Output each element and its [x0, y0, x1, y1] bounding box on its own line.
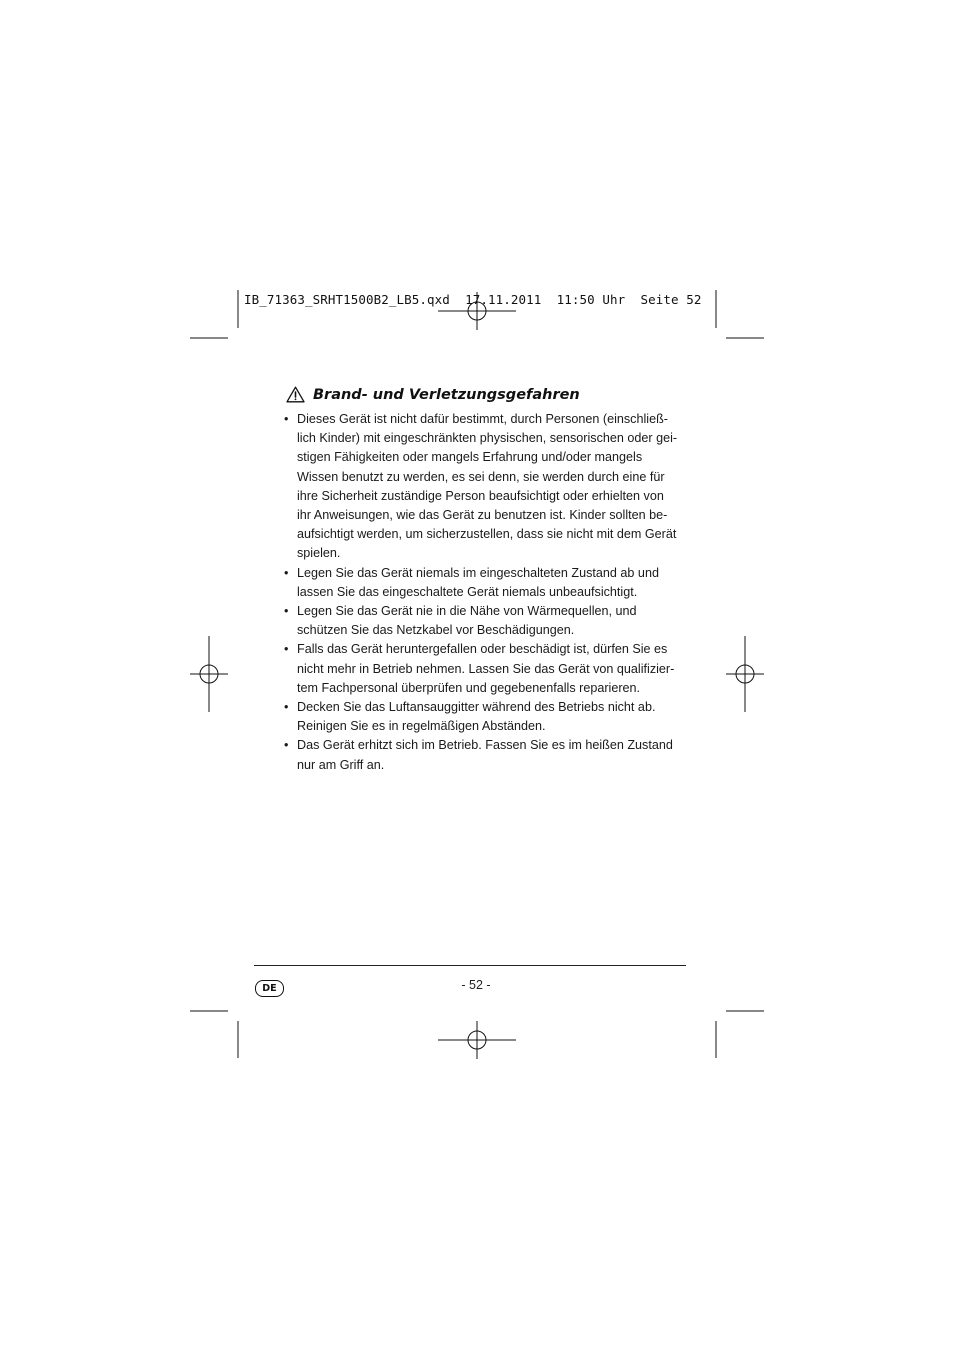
bullet-item [284, 602, 676, 640]
warning-triangle-icon [286, 386, 305, 403]
bullet-dot: • [284, 738, 289, 753]
registration-mark-left [190, 636, 228, 712]
bullet-line: schützen Sie das Netzkabel vor Beschädigungen. [297, 623, 575, 638]
bullet-line: lich Kinder) mit eingeschränkten physischen, sensorischen oder gei- [297, 431, 678, 446]
section-heading [286, 386, 580, 403]
bullet-item [284, 698, 676, 736]
bullet-line: aufsichtigt werden, um sicherzustellen, dass sie nicht mit dem Gerät [297, 527, 677, 542]
file-slug-line: IB_71363_SRHT1500B2_LB5.qxd 17.11.2011 11:50 Uhr Seite 52 [244, 292, 702, 307]
bullet-item [284, 410, 676, 564]
bullet-line: Reinigen Sie es in regelmäßigen Abständen. [297, 719, 546, 734]
bullet-line: lassen Sie das eingeschaltete Gerät niemals unbeaufsichtigt. [297, 584, 638, 599]
bullet-item [284, 640, 676, 698]
bullet-dot: • [284, 604, 289, 619]
bullet-line: Falls das Gerät heruntergefallen oder beschädigt ist, dürfen Sie es [297, 642, 668, 657]
bullet-line: Das Gerät erhitzt sich im Betrieb. Fassen Sie es im heißen Zustand [297, 738, 673, 753]
bullet-line: Dieses Gerät ist nicht dafür bestimmt, durch Personen (einschließ- [297, 412, 668, 426]
page-number: - 52 - [461, 978, 491, 992]
bullet-dot: • [284, 412, 289, 426]
bullet-dot: • [284, 565, 289, 580]
bullet-line: spielen. [297, 546, 341, 561]
registration-mark-right [726, 636, 764, 712]
bullet-line: Decken Sie das Luftansauggitter während des Betriebs nicht ab. [297, 700, 656, 715]
footer-divider [254, 965, 686, 966]
bullet-item [284, 736, 676, 774]
bullet-line: stigen Fähigkeiten oder mangels Erfahrung und/oder mangels [297, 450, 643, 465]
bullet-line: Legen Sie das Gerät nie in die Nähe von Wärmequellen, und [297, 604, 637, 619]
bullet-line: Legen Sie das Gerät niemals im eingeschalteten Zustand ab und [297, 565, 659, 580]
bullet-item [284, 564, 676, 602]
safety-bullet-list [284, 410, 676, 775]
registration-mark-bottom [438, 1021, 516, 1059]
section-title: Brand- und Verletzungsgefahren [313, 386, 580, 403]
language-badge: DE [255, 980, 284, 997]
bullet-dot: • [284, 642, 289, 657]
bullet-line: nur am Griff an. [297, 757, 385, 772]
bullet-line: nicht mehr in Betrieb nehmen. Lassen Sie das Gerät von qualifizier- [297, 661, 675, 676]
bullet-line: tem Fachpersonal überprüfen und gegebenenfalls reparieren. [297, 680, 641, 695]
bullet-line: ihre Sicherheit zuständige Person beaufsichtigt oder erhielten von [297, 488, 664, 503]
bullet-dot: • [284, 700, 289, 715]
bullet-line: ihr Anweisungen, wie das Gerät zu benutzen ist. Kinder sollten be- [297, 508, 668, 523]
bullet-line: Wissen benutzt zu werden, es sei denn, sie werden durch eine für [297, 469, 665, 484]
